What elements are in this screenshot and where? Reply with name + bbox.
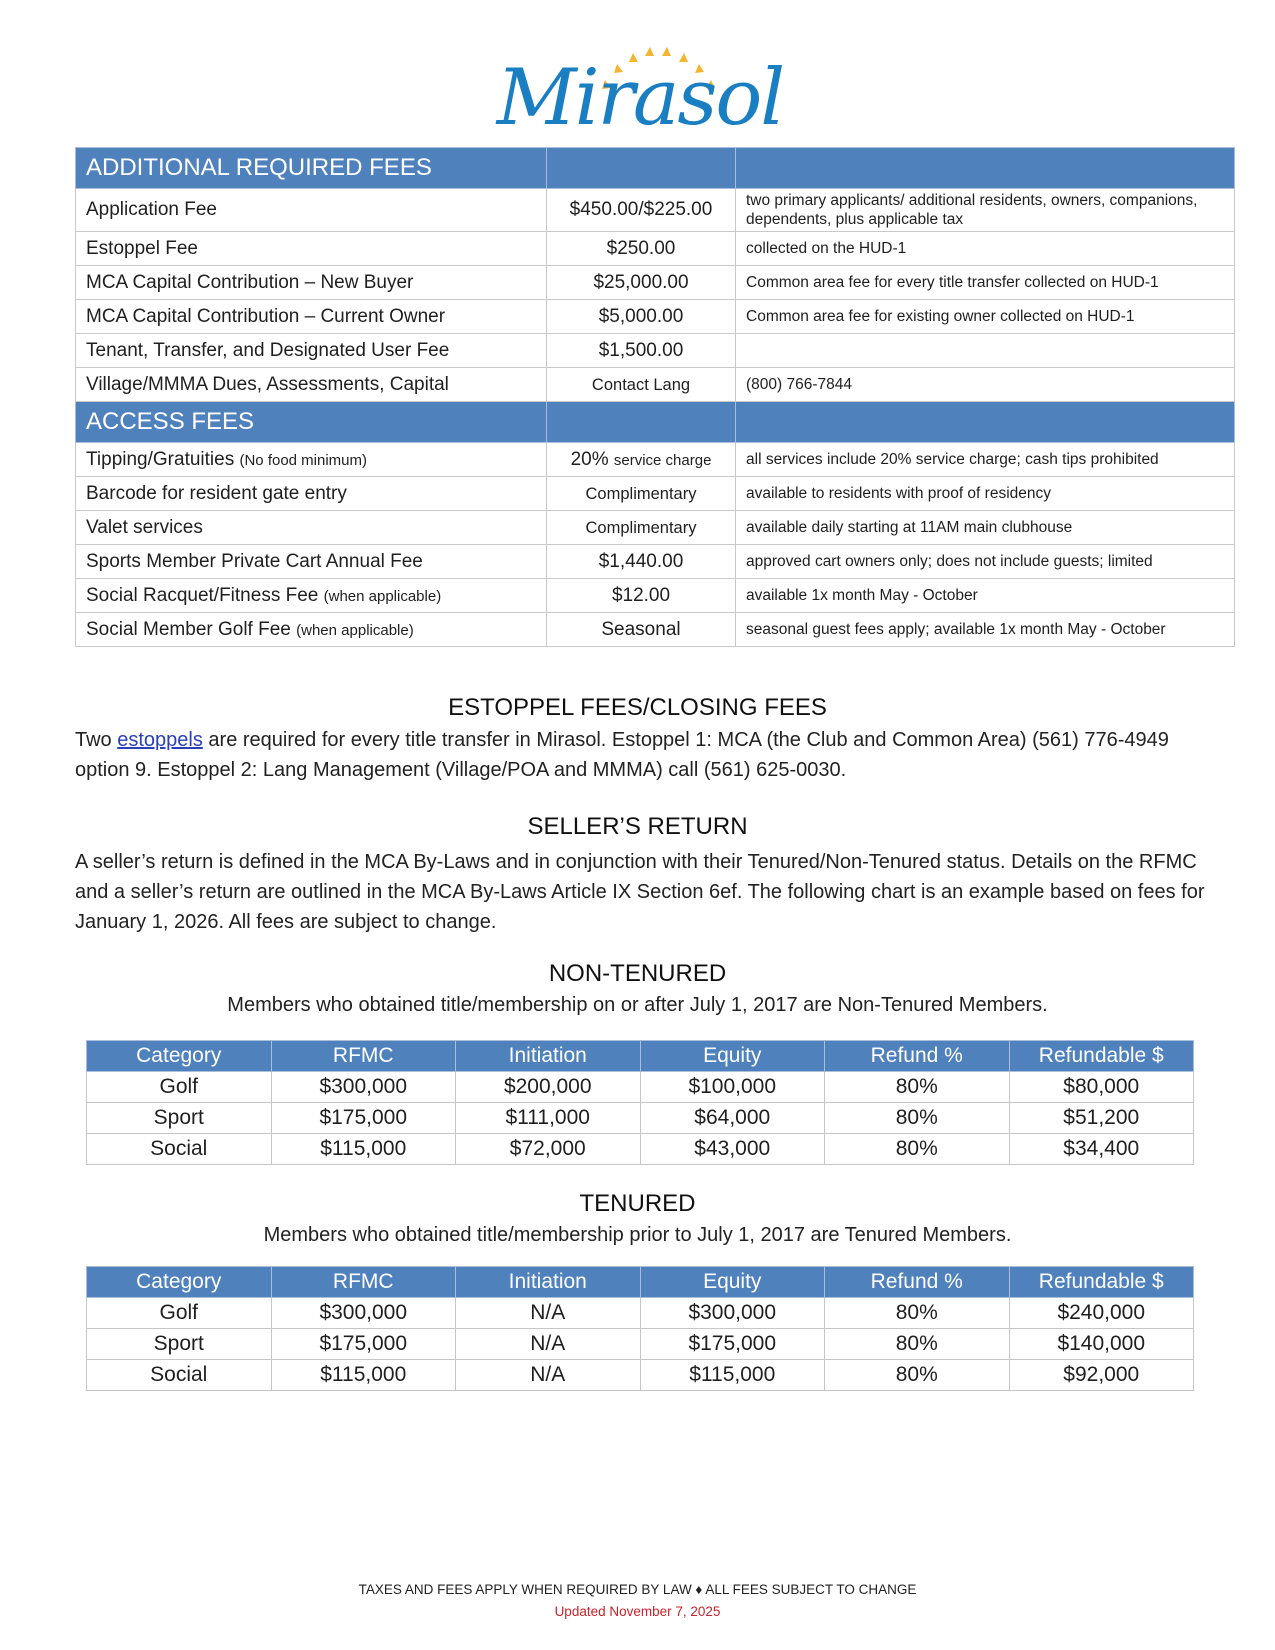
section-header-row <box>76 148 1235 189</box>
table-cell: $140,000 <box>1009 1329 1194 1360</box>
estoppel-heading: ESTOPPEL FEES/CLOSING FEES <box>448 694 827 721</box>
fee-item-label: MCA Capital Contribution – New Buyer <box>86 271 414 293</box>
mirasol-logo <box>465 38 815 150</box>
estoppel-paragraph <box>75 725 1215 785</box>
fee-details: collected on the HUD-1 <box>736 232 1235 266</box>
column-header: Equity <box>640 1267 825 1298</box>
estoppel-text-rest: are required for every title transfer in Mirasol. Estoppel 1: MCA (the Club and Common Area) (561) 776-4949 option 9. Estoppel 2: Lang Management (Village/POA and MMMA) call (561) 625-0030. <box>75 729 1169 781</box>
fee-details: seasonal guest fees apply; available 1x month May - October <box>736 613 1235 647</box>
section-header-blank <box>547 402 736 443</box>
table-cell: Sport <box>87 1329 272 1360</box>
column-header: Equity <box>640 1041 825 1072</box>
table-row <box>87 1103 1194 1134</box>
footer-disclaimer: TAXES AND FEES APPLY WHEN REQUIRED BY LAW ♦ ALL FEES SUBJECT TO CHANGE <box>358 1582 917 1597</box>
table-row <box>87 1298 1194 1329</box>
fee-amount-value: Seasonal <box>601 618 681 640</box>
fee-details: all services include 20% service charge; cash tips prohibited <box>736 443 1235 477</box>
table-cell: $115,000 <box>271 1134 456 1165</box>
fee-item-label: Sports Member Private Cart Annual Fee <box>86 550 423 572</box>
fee-row <box>76 511 1235 545</box>
fee-amount <box>547 511 736 545</box>
fee-details: Common area fee for every title transfer collected on HUD-1 <box>736 266 1235 300</box>
fee-amount-value: $5,000.00 <box>598 305 684 327</box>
fee-amount-value: $1,500.00 <box>598 339 684 361</box>
fee-details: available daily starting at 11AM main clubhouse <box>736 511 1235 545</box>
fee-row <box>76 579 1235 613</box>
section-header-row <box>76 402 1235 443</box>
fee-details: available to residents with proof of residency <box>736 477 1235 511</box>
fee-row <box>76 477 1235 511</box>
table-cell: $43,000 <box>640 1134 825 1165</box>
table-cell: 80% <box>825 1134 1010 1165</box>
table-cell: 80% <box>825 1072 1010 1103</box>
fee-item-label: Social Racquet/Fitness Fee <box>86 584 319 606</box>
fee-details: available 1x month May - October <box>736 579 1235 613</box>
fee-row <box>76 545 1235 579</box>
fee-item <box>76 511 547 545</box>
column-header: Refund % <box>825 1267 1010 1298</box>
table-cell: $115,000 <box>271 1360 456 1391</box>
fee-amount-value: $25,000.00 <box>593 271 689 293</box>
non-tenured-subtitle: Members who obtained title/membership on or after July 1, 2017 are Non-Tenured Members. <box>227 994 1048 1016</box>
table-cell: 80% <box>825 1329 1010 1360</box>
fee-item-label: Tipping/Gratuities <box>86 448 235 470</box>
table-row <box>87 1072 1194 1103</box>
fee-item-label: Application Fee <box>86 199 217 220</box>
fee-amount <box>547 579 736 613</box>
non-tenured-table <box>86 1040 1194 1165</box>
table-cell: Social <box>87 1134 272 1165</box>
fee-row <box>76 443 1235 477</box>
table-cell: $64,000 <box>640 1103 825 1134</box>
fee-item <box>76 232 547 266</box>
footer-updated-date: Updated November 7, 2025 <box>554 1604 721 1619</box>
table-cell: $115,000 <box>640 1360 825 1391</box>
section-header-blank <box>547 148 736 189</box>
fee-amount <box>547 300 736 334</box>
fee-item <box>76 443 547 477</box>
section-title: ACCESS FEES <box>76 402 547 443</box>
fee-amount <box>547 477 736 511</box>
tenured-table <box>86 1266 1194 1391</box>
table-cell: Golf <box>87 1072 272 1103</box>
table-row <box>87 1329 1194 1360</box>
fee-amount-note: service charge <box>613 451 712 469</box>
fee-item-label: Barcode for resident gate entry <box>86 482 347 504</box>
fee-item-label: Social Member Golf Fee <box>86 618 291 640</box>
table-cell: N/A <box>456 1298 641 1329</box>
table-cell: Golf <box>87 1298 272 1329</box>
fee-row <box>76 300 1235 334</box>
fee-details <box>736 334 1235 368</box>
fee-item <box>76 300 547 334</box>
fee-amount <box>547 266 736 300</box>
fee-row <box>76 232 1235 266</box>
column-header: RFMC <box>271 1267 456 1298</box>
non-tenured-heading: NON-TENURED <box>548 960 727 987</box>
fee-item <box>76 613 547 647</box>
fee-amount-value: 20% <box>570 448 609 470</box>
column-header: Refundable $ <box>1009 1041 1194 1072</box>
table-cell: N/A <box>456 1329 641 1360</box>
column-header: Refundable $ <box>1009 1267 1194 1298</box>
column-header: RFMC <box>271 1041 456 1072</box>
fee-amount-value: $450.00/$225.00 <box>569 199 713 220</box>
fee-amount-value: $250.00 <box>606 237 676 259</box>
table-cell: $240,000 <box>1009 1298 1194 1329</box>
fee-amount-value: Complimentary <box>585 518 697 537</box>
fee-amount <box>547 545 736 579</box>
table-cell: $300,000 <box>640 1298 825 1329</box>
fee-row <box>76 189 1235 232</box>
fee-amount <box>547 334 736 368</box>
column-header: Category <box>87 1267 272 1298</box>
table-cell: $111,000 <box>456 1103 641 1134</box>
fee-item <box>76 579 547 613</box>
fee-item <box>76 477 547 511</box>
table-row <box>87 1134 1194 1165</box>
fee-item-note: (No food minimum) <box>239 451 368 469</box>
fee-item <box>76 368 547 402</box>
table-cell: $175,000 <box>640 1329 825 1360</box>
table-cell: $51,200 <box>1009 1103 1194 1134</box>
fee-item-label: MCA Capital Contribution – Current Owner <box>86 305 446 327</box>
fee-item <box>76 189 547 232</box>
section-header-blank <box>736 402 1235 443</box>
section-title: ADDITIONAL REQUIRED FEES <box>76 148 547 189</box>
fee-amount-value: Contact Lang <box>591 375 691 394</box>
tenured-heading: TENURED <box>579 1190 696 1217</box>
table-cell: $34,400 <box>1009 1134 1194 1165</box>
fee-item <box>76 545 547 579</box>
fee-row <box>76 613 1235 647</box>
sellers-return-paragraph: A seller’s return is defined in the MCA By-Laws and in conjunction with their Tenured/Non-Tenured status. Details on the RFMC and a seller’s return are outlined in the MCA By-Laws Article IX Section 6ef. The following chart is an example based on fees for January 1, 2026. All fees are subject to change. <box>75 851 1205 933</box>
table-cell: $92,000 <box>1009 1360 1194 1391</box>
fee-details: two primary applicants/ additional residents, owners, companions, dependents, plus applicable tax <box>736 189 1235 232</box>
table-cell: 80% <box>825 1298 1010 1329</box>
tenured-subtitle: Members who obtained title/membership prior to July 1, 2017 are Tenured Members. <box>263 1224 1012 1246</box>
fee-amount <box>547 232 736 266</box>
table-header-row <box>87 1267 1194 1298</box>
fee-item-note: (when applicable) <box>296 621 414 639</box>
fee-item <box>76 266 547 300</box>
fee-row <box>76 266 1235 300</box>
fee-amount <box>547 189 736 232</box>
sellers-return-heading: SELLER’S RETURN <box>527 813 748 840</box>
table-header-row <box>87 1041 1194 1072</box>
fee-item-label: Estoppel Fee <box>86 237 198 259</box>
table-cell: N/A <box>456 1360 641 1391</box>
fee-amount-value: $1,440.00 <box>598 550 684 572</box>
fee-row <box>76 368 1235 402</box>
table-cell: $300,000 <box>271 1298 456 1329</box>
column-header: Initiation <box>456 1267 641 1298</box>
table-cell: $300,000 <box>271 1072 456 1103</box>
fee-amount-value: Complimentary <box>585 484 697 503</box>
fees-table <box>75 147 1235 647</box>
fee-amount <box>547 613 736 647</box>
column-header: Initiation <box>456 1041 641 1072</box>
table-cell: 80% <box>825 1103 1010 1134</box>
fee-item <box>76 334 547 368</box>
fee-item-label: Village/MMMA Dues, Assessments, Capital <box>86 373 449 395</box>
table-cell: 80% <box>825 1360 1010 1391</box>
logo-text: Mirasol <box>496 53 784 143</box>
table-cell: $80,000 <box>1009 1072 1194 1103</box>
table-cell: $200,000 <box>456 1072 641 1103</box>
table-cell: $100,000 <box>640 1072 825 1103</box>
fee-item-label: Tenant, Transfer, and Designated User Fee <box>86 339 450 361</box>
column-header: Category <box>87 1041 272 1072</box>
table-cell: $175,000 <box>271 1329 456 1360</box>
estoppels-link[interactable]: estoppels <box>117 729 203 751</box>
table-cell: Sport <box>87 1103 272 1134</box>
fee-details: Common area fee for existing owner collected on HUD-1 <box>736 300 1235 334</box>
fee-amount <box>547 368 736 402</box>
fee-details: (800) 766-7844 <box>736 368 1235 402</box>
table-cell: Social <box>87 1360 272 1391</box>
table-cell: $72,000 <box>456 1134 641 1165</box>
table-cell: $175,000 <box>271 1103 456 1134</box>
table-row <box>87 1360 1194 1391</box>
column-header: Refund % <box>825 1041 1010 1072</box>
fee-details: approved cart owners only; does not include guests; limited <box>736 545 1235 579</box>
fee-amount <box>547 443 736 477</box>
fee-item-note: (when applicable) <box>323 587 442 605</box>
fee-row <box>76 334 1235 368</box>
section-header-blank <box>736 148 1235 189</box>
fee-item-label: Valet services <box>86 516 203 538</box>
estoppel-text-start: Two <box>75 729 118 751</box>
fee-amount-value: $12.00 <box>611 584 671 606</box>
